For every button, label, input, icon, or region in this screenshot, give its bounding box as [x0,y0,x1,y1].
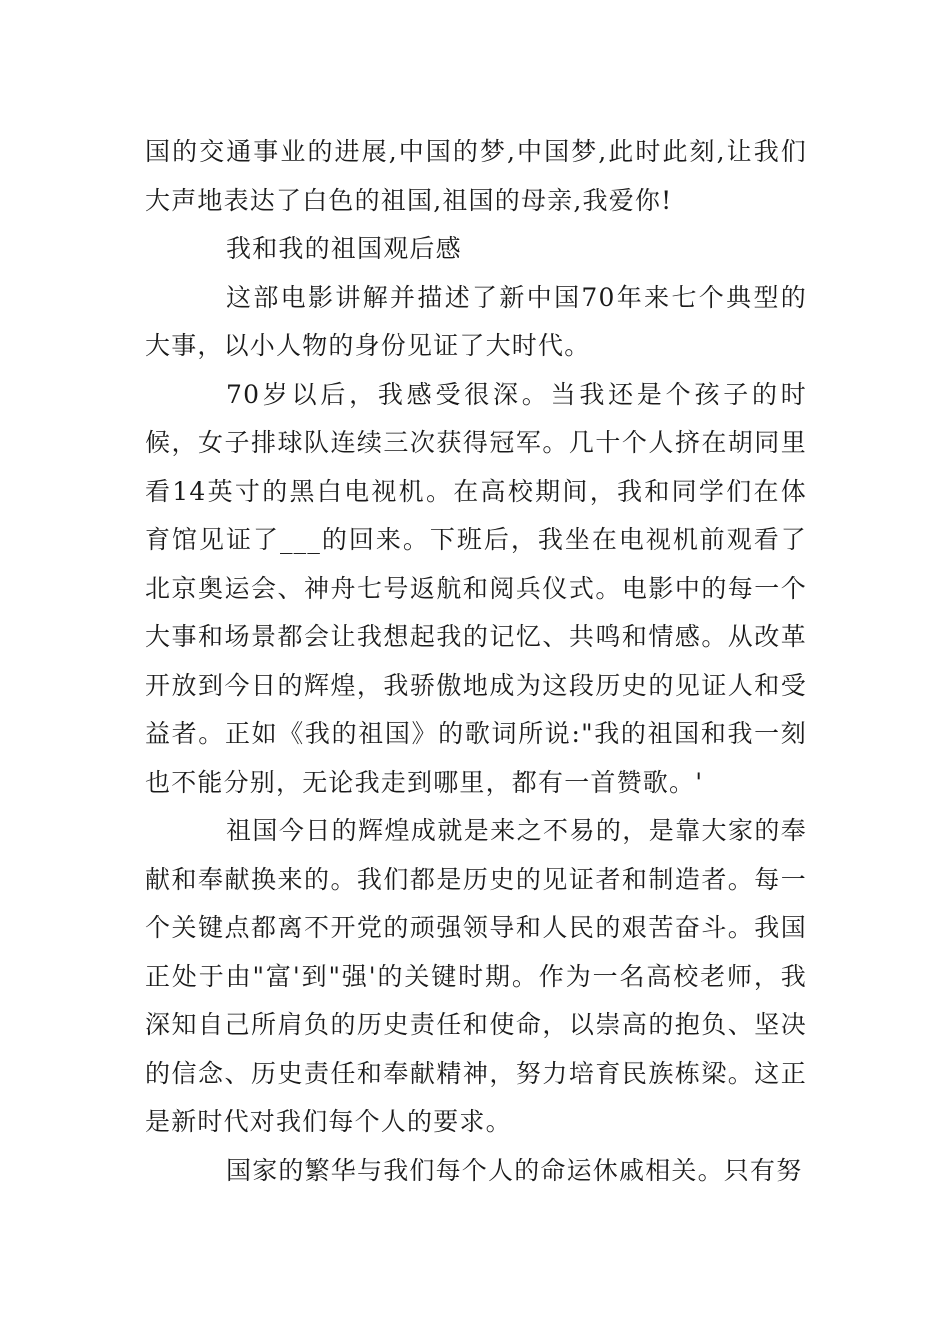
paragraph: 这部电影讲解并描述了新中国70年来七个典型的大事，以小人物的身份见证了大时代。 [145,282,807,360]
paragraph: 国家的繁华与我们每个人的命运休戚相关。只有努 [226,1155,803,1185]
paragraph-continuation: 国的交通事业的进展,中国的梦,中国梦,此时此刻,让我们大声地表达了白色的祖国,祖国的母亲,我爱你! [145,137,807,215]
document-body [145,128,807,1195]
paragraph: 祖国今日的辉煌成就是来之不易的，是靠大家的奉献和奉献换来的。我们都是历史的见证者和制造者。每一个关键点都离不开党的顽强领导和人民的艰苦奋斗。我国正处于由"富'到"强'的关键时期。作为一名高校老师，我深知自己所肩负的历史责任和使命，以崇高的抱负、坚决的信念、历史责任和奉献精神，努力培育民族栋梁。这正是新时代对我们每个人的要求。 [145,816,807,1136]
paragraph: 70岁以后，我感受很深。当我还是个孩子的时候，女子排球队连续三次获得冠军。几十个人挤在胡同里看14英寸的黑白电视机。在高校期间，我和同学们在体育馆见证了___的回来。下班后，我坐在电视机前观看了北京奥运会、神舟七号返航和阅兵仪式。电影中的每一个大事和场景都会让我想起我的记忆、共鸣和情感。从改革开放到今日的辉煌，我骄傲地成为这段历史的见证人和受益者。正如《我的祖国》的歌词所说:"我的祖国和我一刻也不能分别，无论我走到哪里，都有一首赞歌。' [145,379,807,797]
section-heading: 我和我的祖国观后感 [226,234,462,263]
